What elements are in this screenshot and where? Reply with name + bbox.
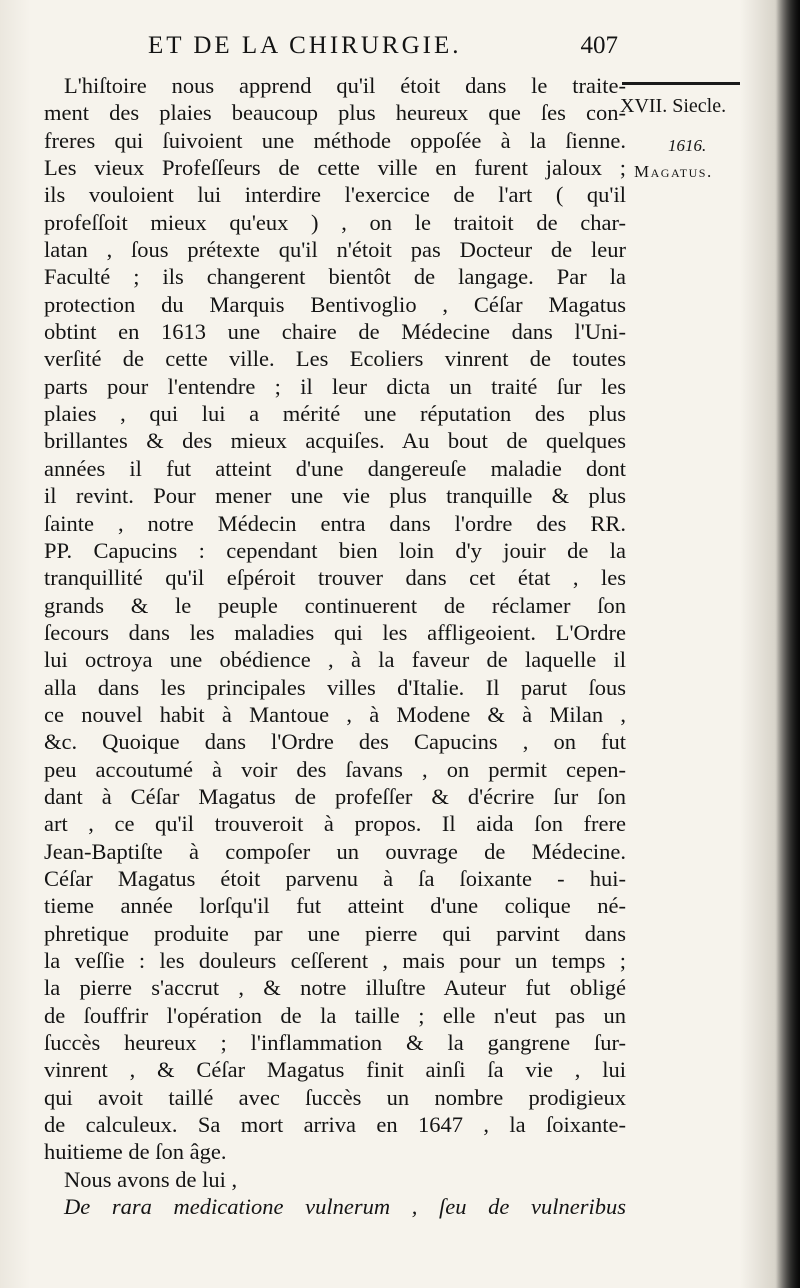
running-head: [148, 32, 618, 66]
text-line: PP. Capucins : cependant bien loin d'y jouir de la: [44, 537, 626, 563]
text-line: ils vouloient lui interdire l'exercice de l'art ( qu'il: [44, 182, 626, 208]
text-line: ment des plaies beaucoup plus heureux que ſes con-: [44, 100, 626, 126]
running-title: ET DE LA CHIRURGIE.: [148, 32, 462, 59]
margin-note-year: 1616.: [668, 136, 707, 155]
margin-note-century: XVII. Siecle.: [620, 95, 727, 117]
text-line: plaies , qui lui a mérité une réputation des plus: [44, 401, 626, 427]
text-line: huitieme de ſon âge.: [44, 1139, 227, 1165]
text-line: années il fut atteint d'une dangereuſe maladie dont: [44, 455, 626, 481]
text-line: de ſouffrir l'opération de la taille ; elle n'eut pas un: [44, 1002, 626, 1028]
text-line: alla dans les principales villes d'Italie. Il parut ſous: [44, 674, 626, 700]
text-line: ſecours dans les maladies qui les affligeoient. L'Ordre: [44, 619, 626, 645]
text-line: art , ce qu'il trouveroit à propos. Il aida ſon frere: [44, 811, 626, 837]
text-line: parts pour l'entendre ; il leur dicta un traité ſur les: [44, 373, 626, 399]
text-line: Les vieux Profeſſeurs de cette ville en furent jaloux ;: [44, 155, 626, 181]
text-line: il revint. Pour mener une vie plus tranquille & plus: [44, 483, 626, 509]
text-line: de calculeux. Sa mort arriva en 1647 , la ſoixante-: [44, 1112, 626, 1138]
margin-rule: [622, 82, 740, 85]
text-line: ce nouvel habit à Mantoue , à Modene & à Milan ,: [44, 701, 626, 727]
text-line: tieme année lorſqu'il fut atteint d'une colique né-: [44, 893, 626, 919]
text-line: lui octroya une obédience , à la faveur de laquelle il: [44, 647, 626, 673]
text-line: &c. Quoique dans l'Ordre des Capucins , on fut: [44, 729, 626, 755]
text-line: phretique produite par une pierre qui parvint dans: [44, 920, 626, 946]
text-line: profeſſoit mieux qu'eux ) , on le traitoit de char-: [44, 209, 626, 235]
text-line: obtint en 1613 une chaire de Médecine dans l'Uni-: [44, 319, 626, 345]
body-text: [44, 72, 626, 1220]
text-line: ſuccès heureux ; l'inflammation & la gangrene ſur-: [44, 1030, 626, 1056]
text-line: brillantes & des mieux acquiſes. Au bout de quelques: [44, 428, 626, 454]
text-line: latan , ſous prétexte qu'il n'étoit pas Docteur de leur: [44, 237, 626, 263]
text-line: la veſſie : les douleurs ceſſerent , mais pour un temps ;: [44, 948, 626, 973]
text-line-book-title: De rara medicatione vulnerum , ſeu de vulneribus: [64, 1194, 626, 1220]
text-line: ſainte , notre Médecin entra dans l'ordre des RR.: [44, 510, 626, 536]
text-line: verſité de cette ville. Les Ecoliers vinrent de toutes: [44, 346, 626, 372]
text-line: grands & le peuple continuerent de réclamer ſon: [44, 592, 626, 618]
text-line: L'hiſtoire nous apprend qu'il étoit dans le traite-: [64, 73, 626, 98]
text-line: dant à Céſar Magatus de profeſſer & d'écrire ſur ſon: [44, 783, 626, 809]
text-line: Jean-Baptiſte à compoſer un ouvrage de Médecine.: [44, 838, 626, 864]
text-line: la pierre s'accrut , & notre illuſtre Auteur fut obligé: [44, 975, 626, 1001]
text-line: qui avoit taillé avec ſuccès un nombre prodigieux: [44, 1084, 626, 1110]
text-line: protection du Marquis Bentivoglio , Céſar Magatus: [44, 291, 626, 317]
text-line: vinrent , & Céſar Magatus finit ainſi ſa vie , lui: [44, 1057, 626, 1083]
binding-shadow: [776, 0, 800, 1288]
text-line: tranquillité qu'il eſpéroit trouver dans cet état , les: [44, 565, 626, 591]
page-number: 407: [580, 32, 618, 59]
text-line: peu accoutumé à voir des ſavans , on permit cepen-: [44, 756, 626, 782]
text-line: freres qui ſuivoient une méthode oppoſée à la ſienne.: [44, 127, 626, 153]
text-line: Céſar Magatus étoit parvenu à ſa ſoixante - hui-: [44, 865, 626, 891]
text-line: Nous avons de lui ,: [64, 1166, 238, 1192]
margin-note-name: Magatus.: [634, 162, 713, 181]
text-line: Faculté ; ils changerent bientôt de langage. Par la: [44, 264, 626, 290]
